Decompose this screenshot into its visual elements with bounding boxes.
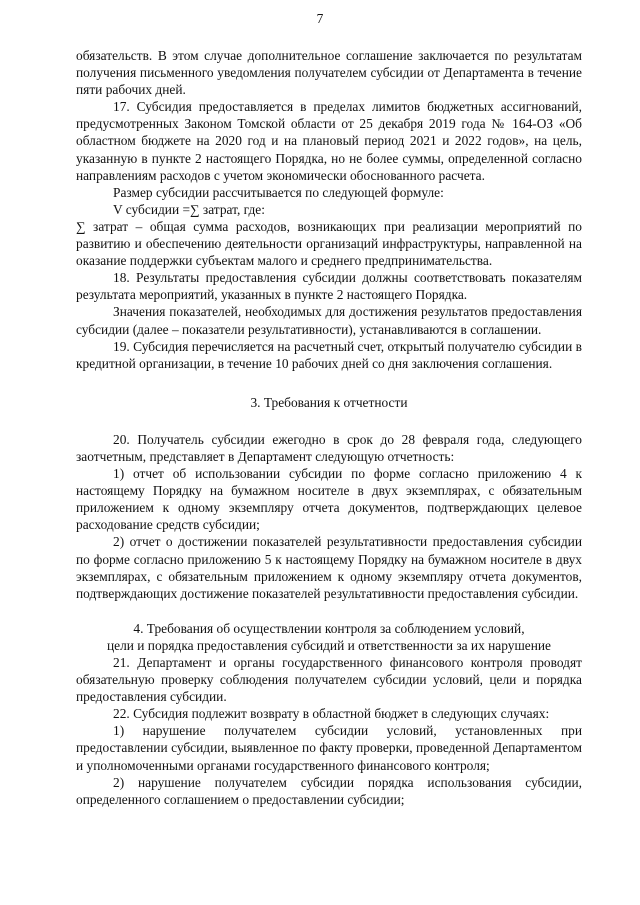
paragraph-indicators: Значения показателей, необходимых для достижения результатов предоставления субсидии (далее – показатели результативности), устанавливаются в соглашении. (76, 304, 582, 337)
list-item-22-2: 2) нарушение получателем субсидии порядка использования субсидии, определенного соглашением о предоставлении субсидии; (76, 774, 582, 807)
section-heading-4-line1: 4. Требования об осуществлении контроля за соблюдением условий, (133, 620, 525, 636)
page-number: 7 (316, 11, 324, 26)
paragraph-20: 20. Получатель субсидии ежегодно в срок до 28 февраля года, следующего заотчетным, представляет в Департамент следующую отчетность: (76, 431, 582, 464)
section-heading-3: 3. Требования к отчетности (250, 394, 408, 410)
paragraph-22: 22. Субсидия подлежит возврату в областной бюджет в следующих случаях: (113, 706, 550, 722)
section-heading-4-line2: цели и порядка предоставления субсидий и ответственности за их нарушение (106, 637, 551, 653)
paragraph-continuation: обязательств. В этом случае дополнительное соглашение заключается по результатам получения письменного уведомления получателем субсидии от Департамента в течение пяти рабочих дней. (76, 48, 582, 98)
paragraph-18: 18. Результаты предоставления субсидии должны соответствовать показателям результата мероприятий, указанных в пункте 2 настоящего Порядка. (76, 270, 582, 303)
paragraph-19: 19. Субсидия перечисляется на расчетный счет, открытый получателю субсидии в кредитной организации, в течение 10 рабочих дней со дня заключения соглашения. (76, 338, 582, 371)
list-item-20-1: 1) отчет об использовании субсидии по форме согласно приложению 4 к настоящему Порядку на бумажном носителе в двух экземплярах, с обязательным приложением к одному экземпляру отчета документов, подтверждающих целевое расходование средств субсидии; (76, 466, 582, 533)
formula-line: V субсидии =∑ затрат, где: (113, 201, 265, 217)
paragraph-formula-intro: Размер субсидии рассчитывается по следующей формуле: (113, 184, 444, 200)
list-item-22-1: 1) нарушение получателем субсидии условий, установленных при предоставлении субсидии, выявленное по факту проверки, проведенной Департаментом и уполномоченными органами государственного финансового контроля; (76, 723, 582, 773)
paragraph-21: 21. Департамент и органы государственного финансового контроля проводят обязательную проверку соблюдения получателем субсидии условий, цели и порядка предоставления субсидии. (76, 655, 582, 705)
document-body (76, 47, 582, 808)
formula-definition: ∑ затрат – общая сумма расходов, возникающих при реализации мероприятий по развитию и обеспечению деятельности организаций инфраструктуры, направленной на оказание поддержки субъектам малого и среднего предпринимательства. (76, 218, 582, 269)
list-item-20-2: 2) отчет о достижении показателей результативности предоставления субсидии по форме согласно приложению 5 к настоящему Порядку на бумажном носителе в двух экземплярах, с обязательным приложением к одному экземпляру отчета документов, подтверждающих достижение показателей результативности предоставления субсидии. (76, 534, 582, 601)
paragraph-17: 17. Субсидия предоставляется в пределах лимитов бюджетных ассигнований, предусмотренных Законом Томской области от 25 декабря 2019 года № 164-ОЗ «Об областном бюджете на 2020 год и на плановый период 2021 и 2022 годов», на цель, указанную в пункте 2 настоящего Порядка, но не более суммы, определенной согласно направлениям расходов с учетом экономически обоснованного расчета. (76, 99, 582, 183)
